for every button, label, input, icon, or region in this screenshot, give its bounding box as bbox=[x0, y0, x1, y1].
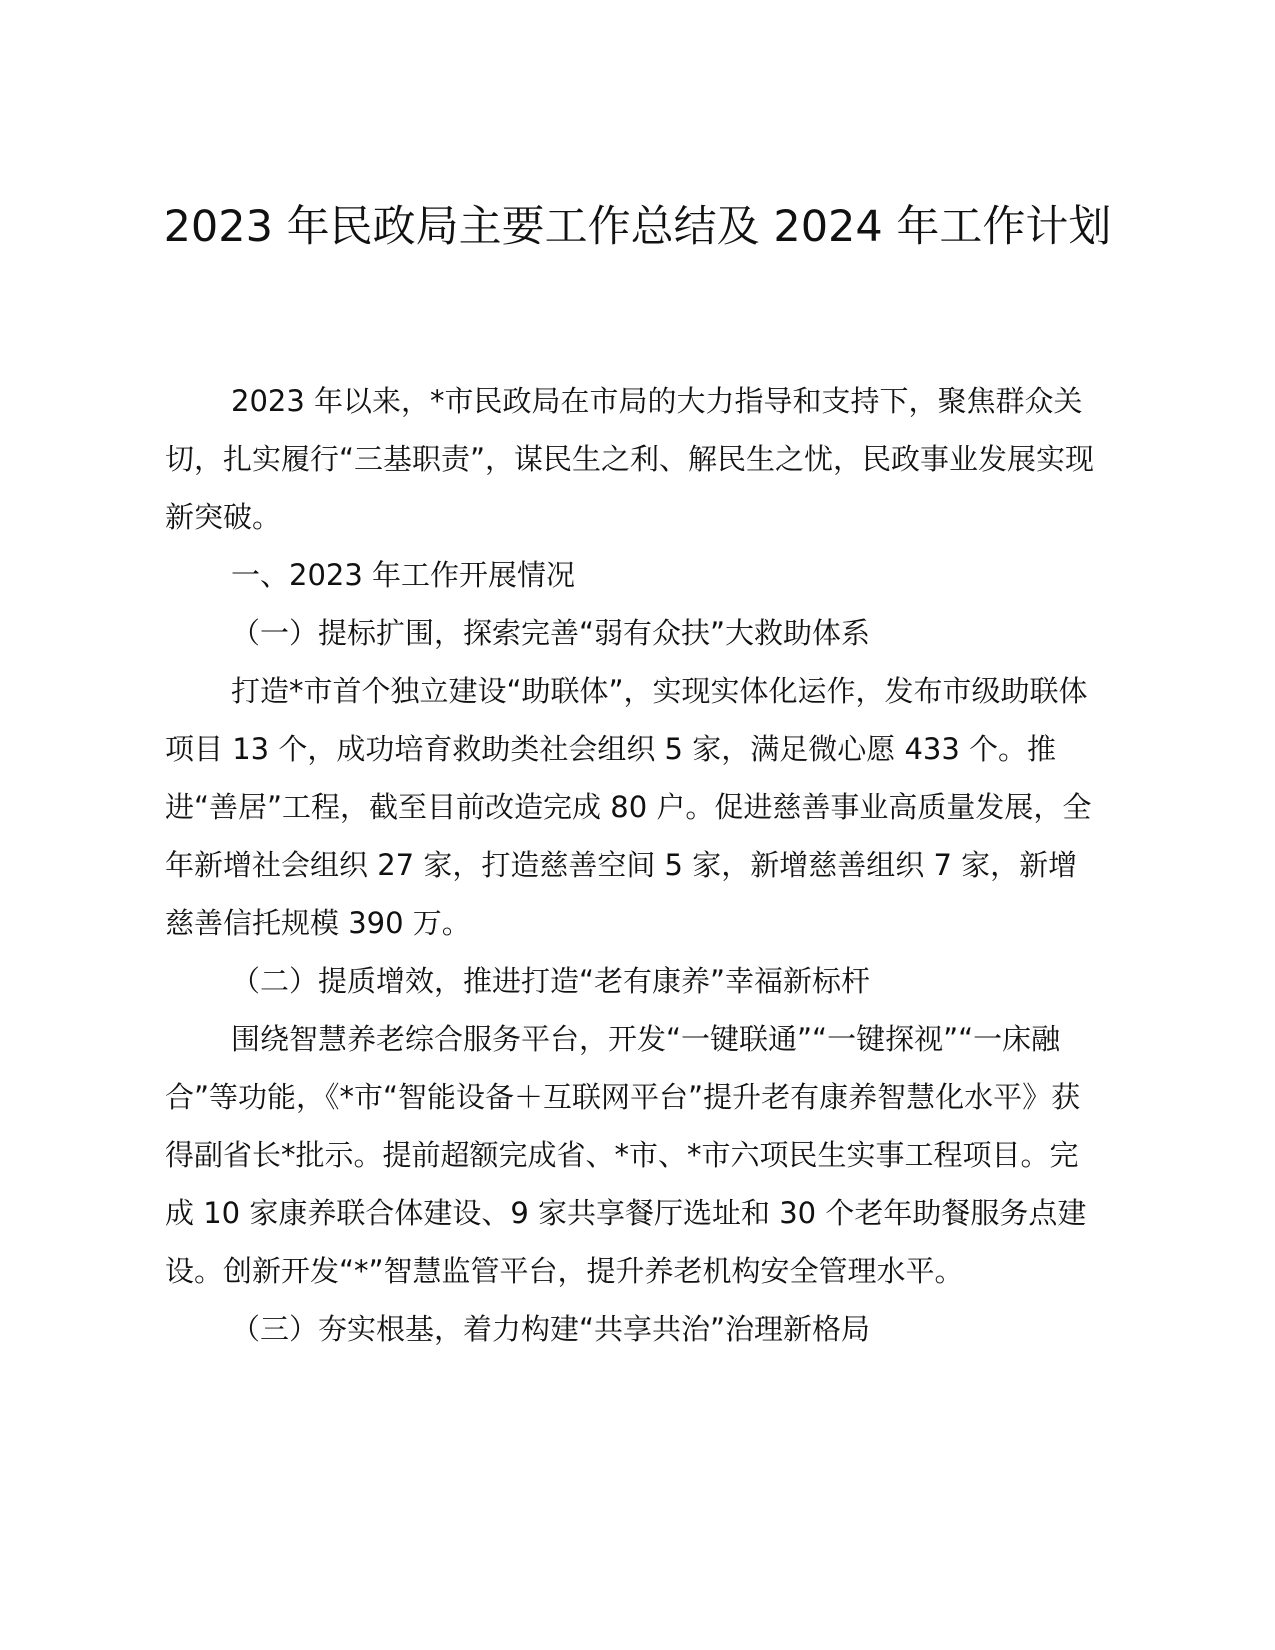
subsection-heading-1: （一）提标扩围，探索完善“弱有众扶”大救助体系 bbox=[231, 616, 871, 650]
subsection-2-paragraph: 围绕智慧养老综合服务平台，开发“一键联通”“一键探视”“一床融合”等功能，《*市“智能设备＋互联网平台”提升老有康养智慧化水平》获得副省长*批示。提前超额完成省、*市、*市六项民生实事工程项目。完成 10 家康养联合体建设、9 家共享餐厅选址和 30 个老年助餐服务点建设。创新开发“*”智慧监管平台，提升养老机构安全管理水平。 bbox=[165, 1022, 1087, 1288]
document-body bbox=[165, 372, 1105, 1358]
subsection-heading-3: （三）夯实根基，着力构建“共享共治”治理新格局 bbox=[231, 1312, 871, 1346]
section-heading-1: 一、2023 年工作开展情况 bbox=[231, 558, 576, 592]
subsection-heading-2: （二）提质增效，推进打造“老有康养”幸福新标杆 bbox=[231, 964, 871, 998]
document-title: 2023 年民政局主要工作总结及 2024 年工作计划 bbox=[163, 202, 1112, 252]
intro-paragraph: 2023 年以来，*市民政局在市局的大力指导和支持下，聚焦群众关切，扎实履行“三基职责”，谋民生之利、解民生之忧，民政事业发展实现新突破。 bbox=[165, 384, 1095, 534]
subsection-1-paragraph: 打造*市首个独立建设“助联体”，实现实体化运作，发布市级助联体项目 13 个，成功培育救助类社会组织 5 家，满足微心愿 433 个。推进“善居”工程，截至目前改造完成 80 户。促进慈善事业高质量发展，全年新增社会组织 27 家，打造慈善空间 5 家，新增慈善组织 7 家，新增慈善信托规模 390 万。 bbox=[165, 674, 1092, 940]
